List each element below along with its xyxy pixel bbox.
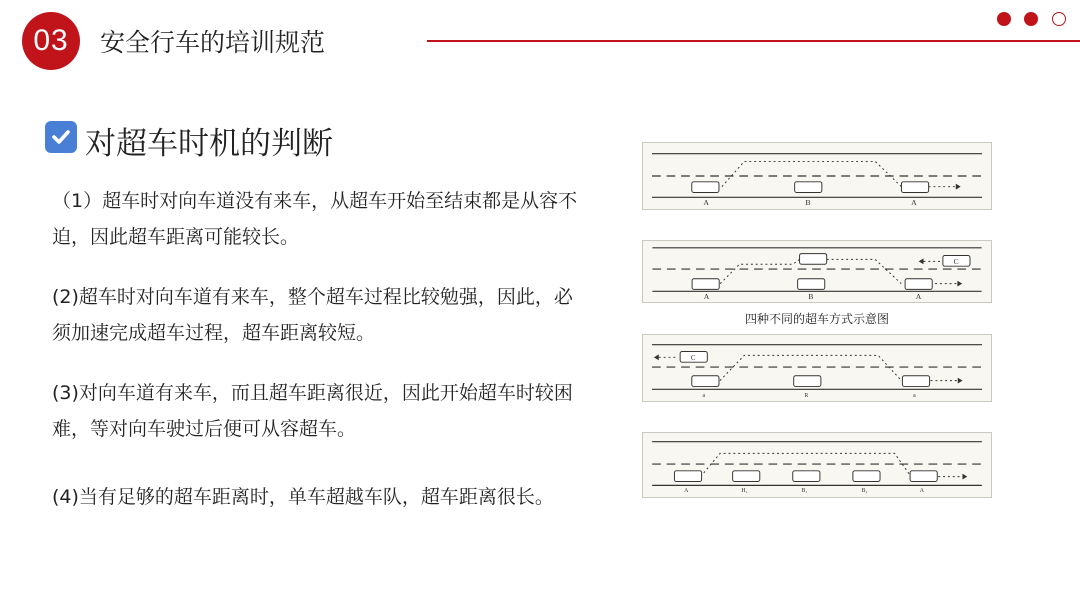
car-label: B₁ — [801, 488, 808, 495]
header-divider — [427, 40, 1080, 42]
figure-caption: 四种不同的超车方式示意图 — [744, 312, 889, 326]
overtake-diagram-3 — [642, 334, 992, 402]
paragraph-4: (4)当有足够的超车距离时，单车超越车队，超车距离很长。 — [52, 486, 554, 508]
section-number-badge: 03 — [22, 12, 80, 70]
paragraph-3: (3)对向车道有来车，而且超车距离很近，因此开始超车时较困难，等对向车驶过后便可从容超车。 — [52, 382, 573, 440]
car-label: A — [915, 292, 922, 302]
car-label: a — [913, 393, 916, 400]
car-label: B — [805, 198, 811, 208]
paragraph-1: （1）超车时对向车道没有来车，从超车开始至结束都是从容不迫，因此超车距离可能较长。 — [52, 190, 578, 248]
pagination-dot-3 — [1052, 12, 1066, 26]
section-title: 安全行车的培训规范 — [100, 28, 326, 57]
car-label: C — [953, 257, 959, 267]
car-label: A — [684, 488, 689, 495]
subheading: 对超车时机的判断 — [85, 126, 333, 162]
checkbox-checked-icon — [45, 121, 77, 153]
car-label: A — [911, 198, 917, 208]
car-label: A — [919, 488, 924, 495]
car-label: A — [703, 292, 710, 302]
overtake-diagram-2 — [642, 240, 992, 303]
car-label: a — [702, 393, 706, 400]
overtake-diagram-1 — [642, 142, 992, 210]
car-label: R — [804, 393, 809, 400]
car-label: C — [690, 355, 696, 363]
car-label: A — [703, 198, 710, 208]
paragraph-2: (2)超车时对向车道有来车，整个超车过程比较勉强，因此，必须加速完成超车过程，超车距离较短。 — [52, 286, 573, 344]
pagination-dot-2 — [1024, 12, 1038, 26]
pagination-dot-1 — [997, 12, 1011, 26]
overtake-diagram-4 — [642, 432, 992, 498]
car-label: B — [808, 292, 814, 302]
car-label: H₁ — [741, 488, 748, 495]
car-label: B₂ — [861, 488, 868, 495]
